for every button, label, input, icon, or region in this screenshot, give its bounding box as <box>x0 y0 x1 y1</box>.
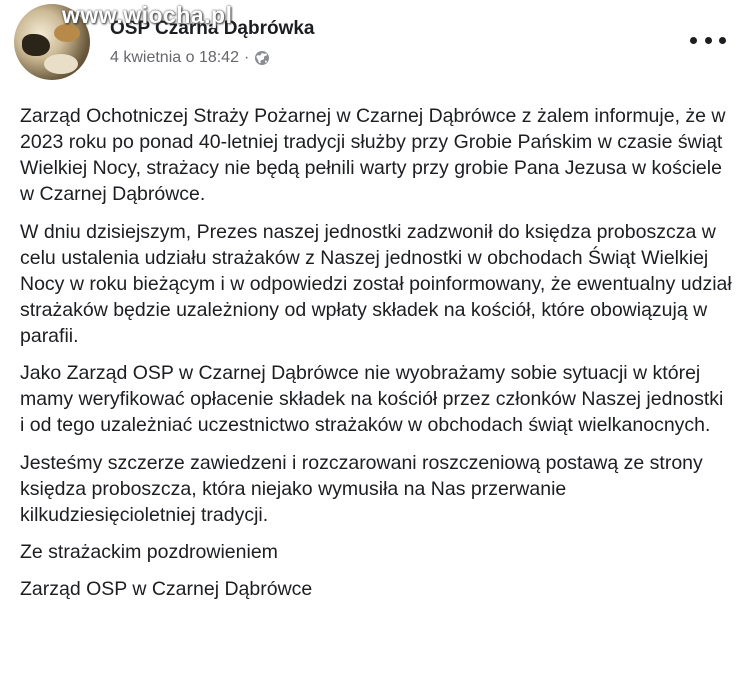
post-meta <box>110 49 270 67</box>
more-dot <box>705 37 712 44</box>
avatar-image-detail <box>44 54 78 74</box>
more-dot <box>719 37 726 44</box>
more-horizontal-icon[interactable] <box>690 30 726 50</box>
page-name[interactable]: OSP Czarna Dąbrówka <box>110 18 315 39</box>
avatar-image-detail <box>22 34 50 56</box>
post-body <box>20 103 732 613</box>
watermark: www.wiocha.pl <box>62 2 233 28</box>
post-paragraph: Jesteśmy szczerze zawiedzeni i rozczarowani roszczeniową postawą ze strony księdza proboszcza, która niejako wymusiła na Nas przerwanie kilkudziesięcioletniej tradycji. <box>20 451 703 526</box>
post-signoff: Ze strażackim pozdrowieniem <box>20 540 278 563</box>
post-header <box>0 0 750 90</box>
post-paragraph: W dniu dzisiejszym, Prezes naszej jednostki zadzwonił do księdza proboszcza w celu ustalenia udziału strażaków z Naszej jednostki w obchodach Świąt Wielkiej Nocy w roku bieżącym i w odpowiedzi został poinformowany, że ewentualny udział strażaków będzie uzależniony od wpłaty składek na kościół, które obowiązują w parafii. <box>20 220 732 347</box>
meta-separator: · <box>243 49 250 66</box>
post-paragraph: Jako Zarząd OSP w Czarnej Dąbrówce nie wyobrażamy sobie sytuacji w której mamy weryfikować opłacenie składek na kościół przez członków Naszej jednostki i od tego uzależniać uczestnictwo strażaków w obchodach świąt wielkanocnych. <box>20 362 724 437</box>
post-timestamp[interactable]: 4 kwietnia o 18:42 <box>110 49 239 66</box>
post-paragraph: Zarząd Ochotniczej Straży Pożarnej w Czarnej Dąbrówce z żalem informuje, że w 2023 roku po ponad 40-letniej tradycji służby przy Grobie Pańskim w czasie świąt Wielkiej Nocy, strażacy nie będą pełnili warty przy grobie Pana Jezusa w kościele w Czarnej Dąbrówce. <box>20 105 726 206</box>
more-dot <box>690 37 697 44</box>
globe-icon[interactable] <box>254 50 270 66</box>
post-signature: Zarząd OSP w Czarnej Dąbrówce <box>20 578 313 600</box>
